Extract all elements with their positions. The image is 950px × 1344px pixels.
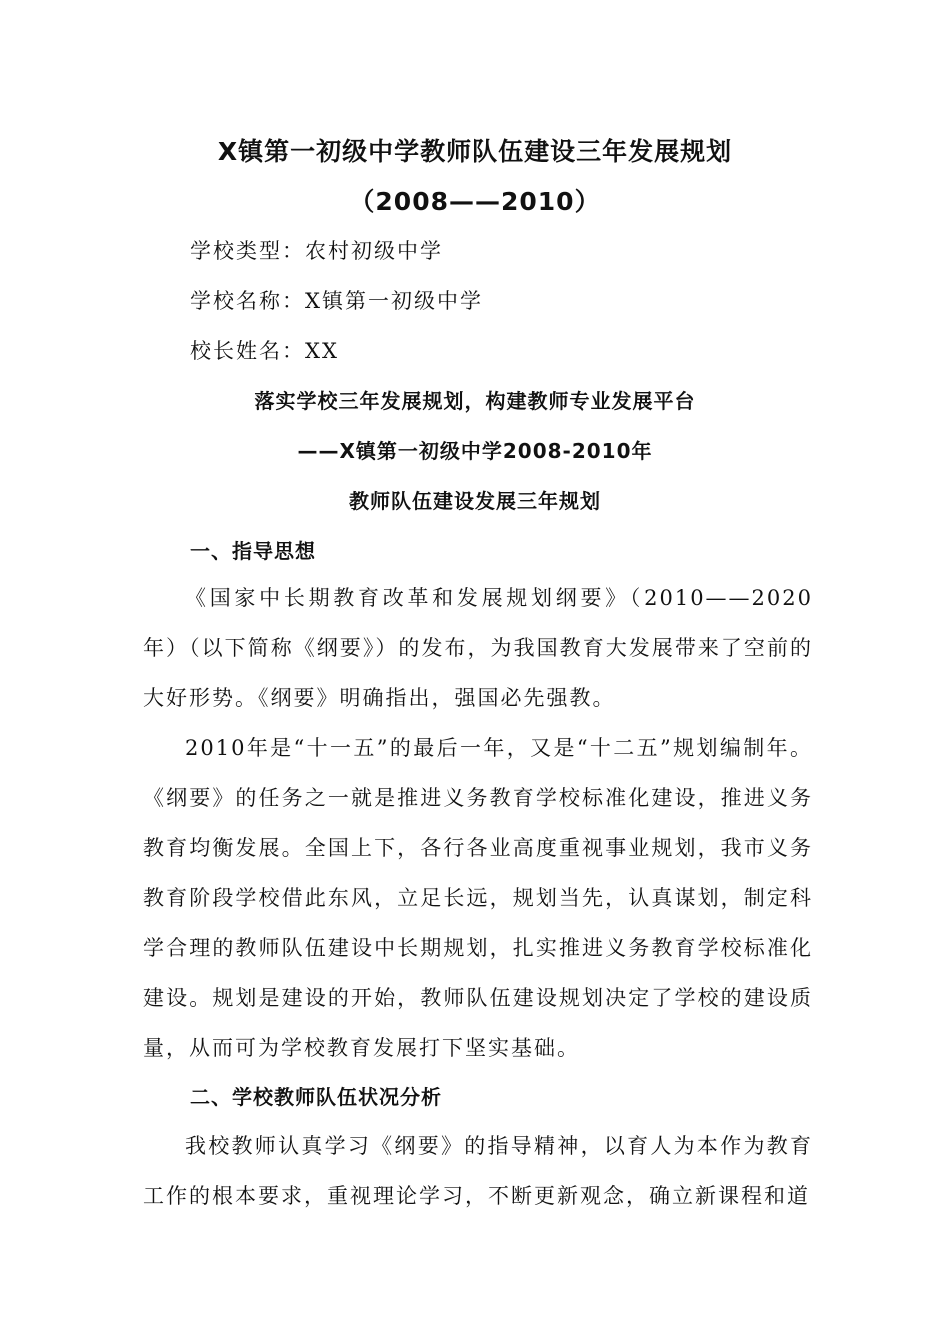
document-title: X镇第一初级中学教师队伍建设三年发展规划 bbox=[217, 137, 733, 166]
document-years: （2008——2010） bbox=[349, 187, 601, 216]
section-heading-1: 一、指导思想 bbox=[190, 539, 316, 563]
school-type: 学校类型：农村初级中学 bbox=[190, 239, 443, 263]
section-heading-2: 二、学校教师队伍状况分析 bbox=[190, 1085, 442, 1109]
principal-name: 校长姓名：XX bbox=[190, 339, 339, 363]
subtitle-line-1: 落实学校三年发展规划，构建教师专业发展平台 bbox=[254, 389, 696, 413]
section-2-paragraph-1: 我校教师认真学习《纲要》的指导精神，以育人为本作为教育工作的根本要求，重视理论学习，不断更新观念，确立新课程和道 bbox=[143, 1134, 813, 1208]
section-1-paragraph-1: 《国家中长期教育改革和发展规划纲要》（2010——2020年）（以下简称《纲要》）的发布，为我国教育大发展带来了空前的大好形势。《纲要》明确指出，强国必先强教。 bbox=[143, 586, 813, 710]
subtitle-line-3: 教师队伍建设发展三年规划 bbox=[349, 489, 601, 513]
subtitle-line-2: ——X镇第一初级中学2008-2010年 bbox=[297, 439, 653, 463]
section-1-paragraph-2: 2010年是“十一五”的最后一年，又是“十二五”规划编制年。《纲要》的任务之一就是推进义务教育学校标准化建设，推进义务教育均衡发展。全国上下，各行各业高度重视事业规划，我市义务教育阶段学校借此东风，立足长远，规划当先，认真谋划，制定科学合理的教师队伍建设中长期规划，扎实推进义务教育学校标准化建设。规划是建设的开始，教师队伍建设规划决定了学校的建设质量，从而可为学校教育发展打下坚实基础。 bbox=[143, 736, 813, 1060]
school-name: 学校名称：X镇第一初级中学 bbox=[190, 289, 483, 313]
